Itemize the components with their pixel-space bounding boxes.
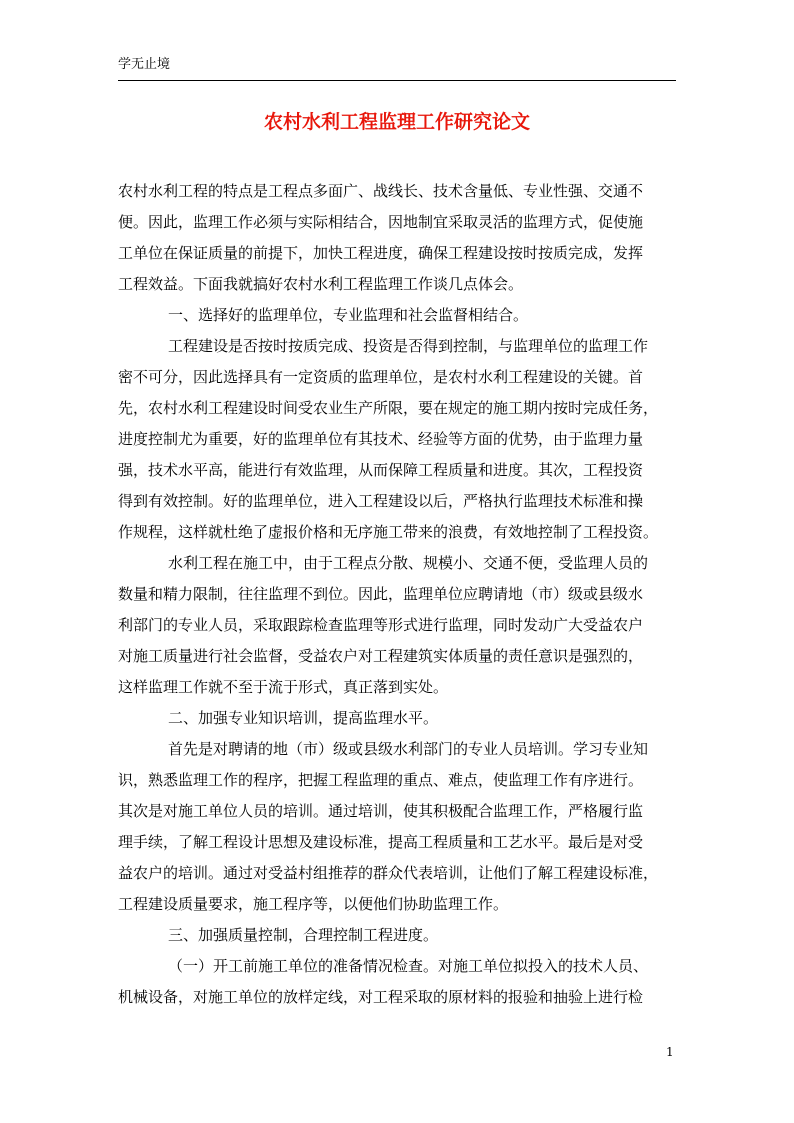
text-line: 其次是对施工单位人员的培训。通过培训，使其积极配合监理工作，严格履行监 — [118, 802, 644, 820]
document-body — [118, 176, 678, 1013]
text-line: 首先是对聘请的地（市）级或县级水利部门的专业人员培训。学习专业知 — [168, 740, 649, 758]
text-line: 二、加强专业知识培训，提高监理水平。 — [168, 709, 439, 727]
text-line: 益农户的培训。通过对受益村组推荐的群众代表培训，让他们了解工程建设标准， — [118, 864, 659, 882]
page-number: 1 — [666, 1045, 674, 1059]
text-line: 理手续，了解工程设计思想及建设标准，提高工程质量和工艺水平。最后是对受 — [118, 833, 644, 851]
text-line: 便。因此，监理工作必须与实际相结合，因地制宜采取灵活的监理方式，促使施 — [118, 213, 644, 231]
text-line: （一）开工前施工单位的准备情况检查。对施工单位拟投入的技术人员、 — [168, 957, 649, 975]
text-line: 对施工质量进行社会监督，受益农户对工程建筑实体质量的责任意识是强烈的， — [118, 647, 644, 665]
text-line: 工程建设是否按时按质完成、投资是否得到控制，与监理单位的监理工作 — [168, 337, 649, 355]
page-header-text: 学无止境 — [118, 57, 171, 72]
text-line: 利部门的专业人员，采取跟踪检查监理等形式进行监理，同时发动广大受益农户 — [118, 616, 644, 634]
text-line: 农村水利工程的特点是工程点多面广、战线长、技术含量低、专业性强、交通不 — [118, 182, 644, 200]
text-line: 先，农村水利工程建设时间受农业生产所限，要在规定的施工期内按时完成任务， — [118, 399, 659, 417]
text-line: 机械设备，对施工单位的放样定线，对工程采取的原材料的报验和抽验上进行检 — [118, 988, 644, 1006]
text-line: 数量和精力限制，往往监理不到位。因此，监理单位应聘请地（市）级或县级水 — [118, 585, 644, 603]
text-line: 这样监理工作就不至于流于形式，真正落到实处。 — [118, 678, 449, 696]
text-line: 密不可分，因此选择具有一定资质的监理单位，是农村水利工程建设的关键。首 — [118, 368, 644, 386]
text-line: 水利工程在施工中，由于工程点分散、规模小、交通不便，受监理人员的 — [168, 554, 649, 572]
text-line: 工程效益。下面我就搞好农村水利工程监理工作谈几点体会。 — [118, 275, 524, 293]
header-divider — [118, 80, 676, 81]
text-line: 工单位在保证质量的前提下，加快工程进度，确保工程建设按时按质完成，发挥 — [118, 244, 644, 262]
document-title: 农村水利工程监理工作研究论文 — [263, 111, 530, 133]
text-line: 强，技术水平高，能进行有效监理，从而保障工程质量和进度。其次，工程投资 — [118, 461, 644, 479]
text-line: 一、选择好的监理单位，专业监理和社会监督相结合。 — [168, 306, 529, 324]
text-line: 三、加强质量控制，合理控制工程进度。 — [168, 926, 439, 944]
text-line: 工程建设质量要求，施工程序等，以便他们协助监理工作。 — [118, 895, 509, 913]
text-line: 进度控制尤为重要，好的监理单位有其技术、经验等方面的优势，由于监理力量 — [118, 430, 644, 448]
text-line: 作规程，这样就杜绝了虚报价格和无序施工带来的浪费，有效地控制了工程投资。 — [118, 523, 659, 541]
text-line: 识，熟悉监理工作的程序，把握工程监理的重点、难点，使监理工作有序进行。 — [118, 771, 644, 789]
text-line: 得到有效控制。好的监理单位，进入工程建设以后，严格执行监理技术标准和操 — [118, 492, 644, 510]
